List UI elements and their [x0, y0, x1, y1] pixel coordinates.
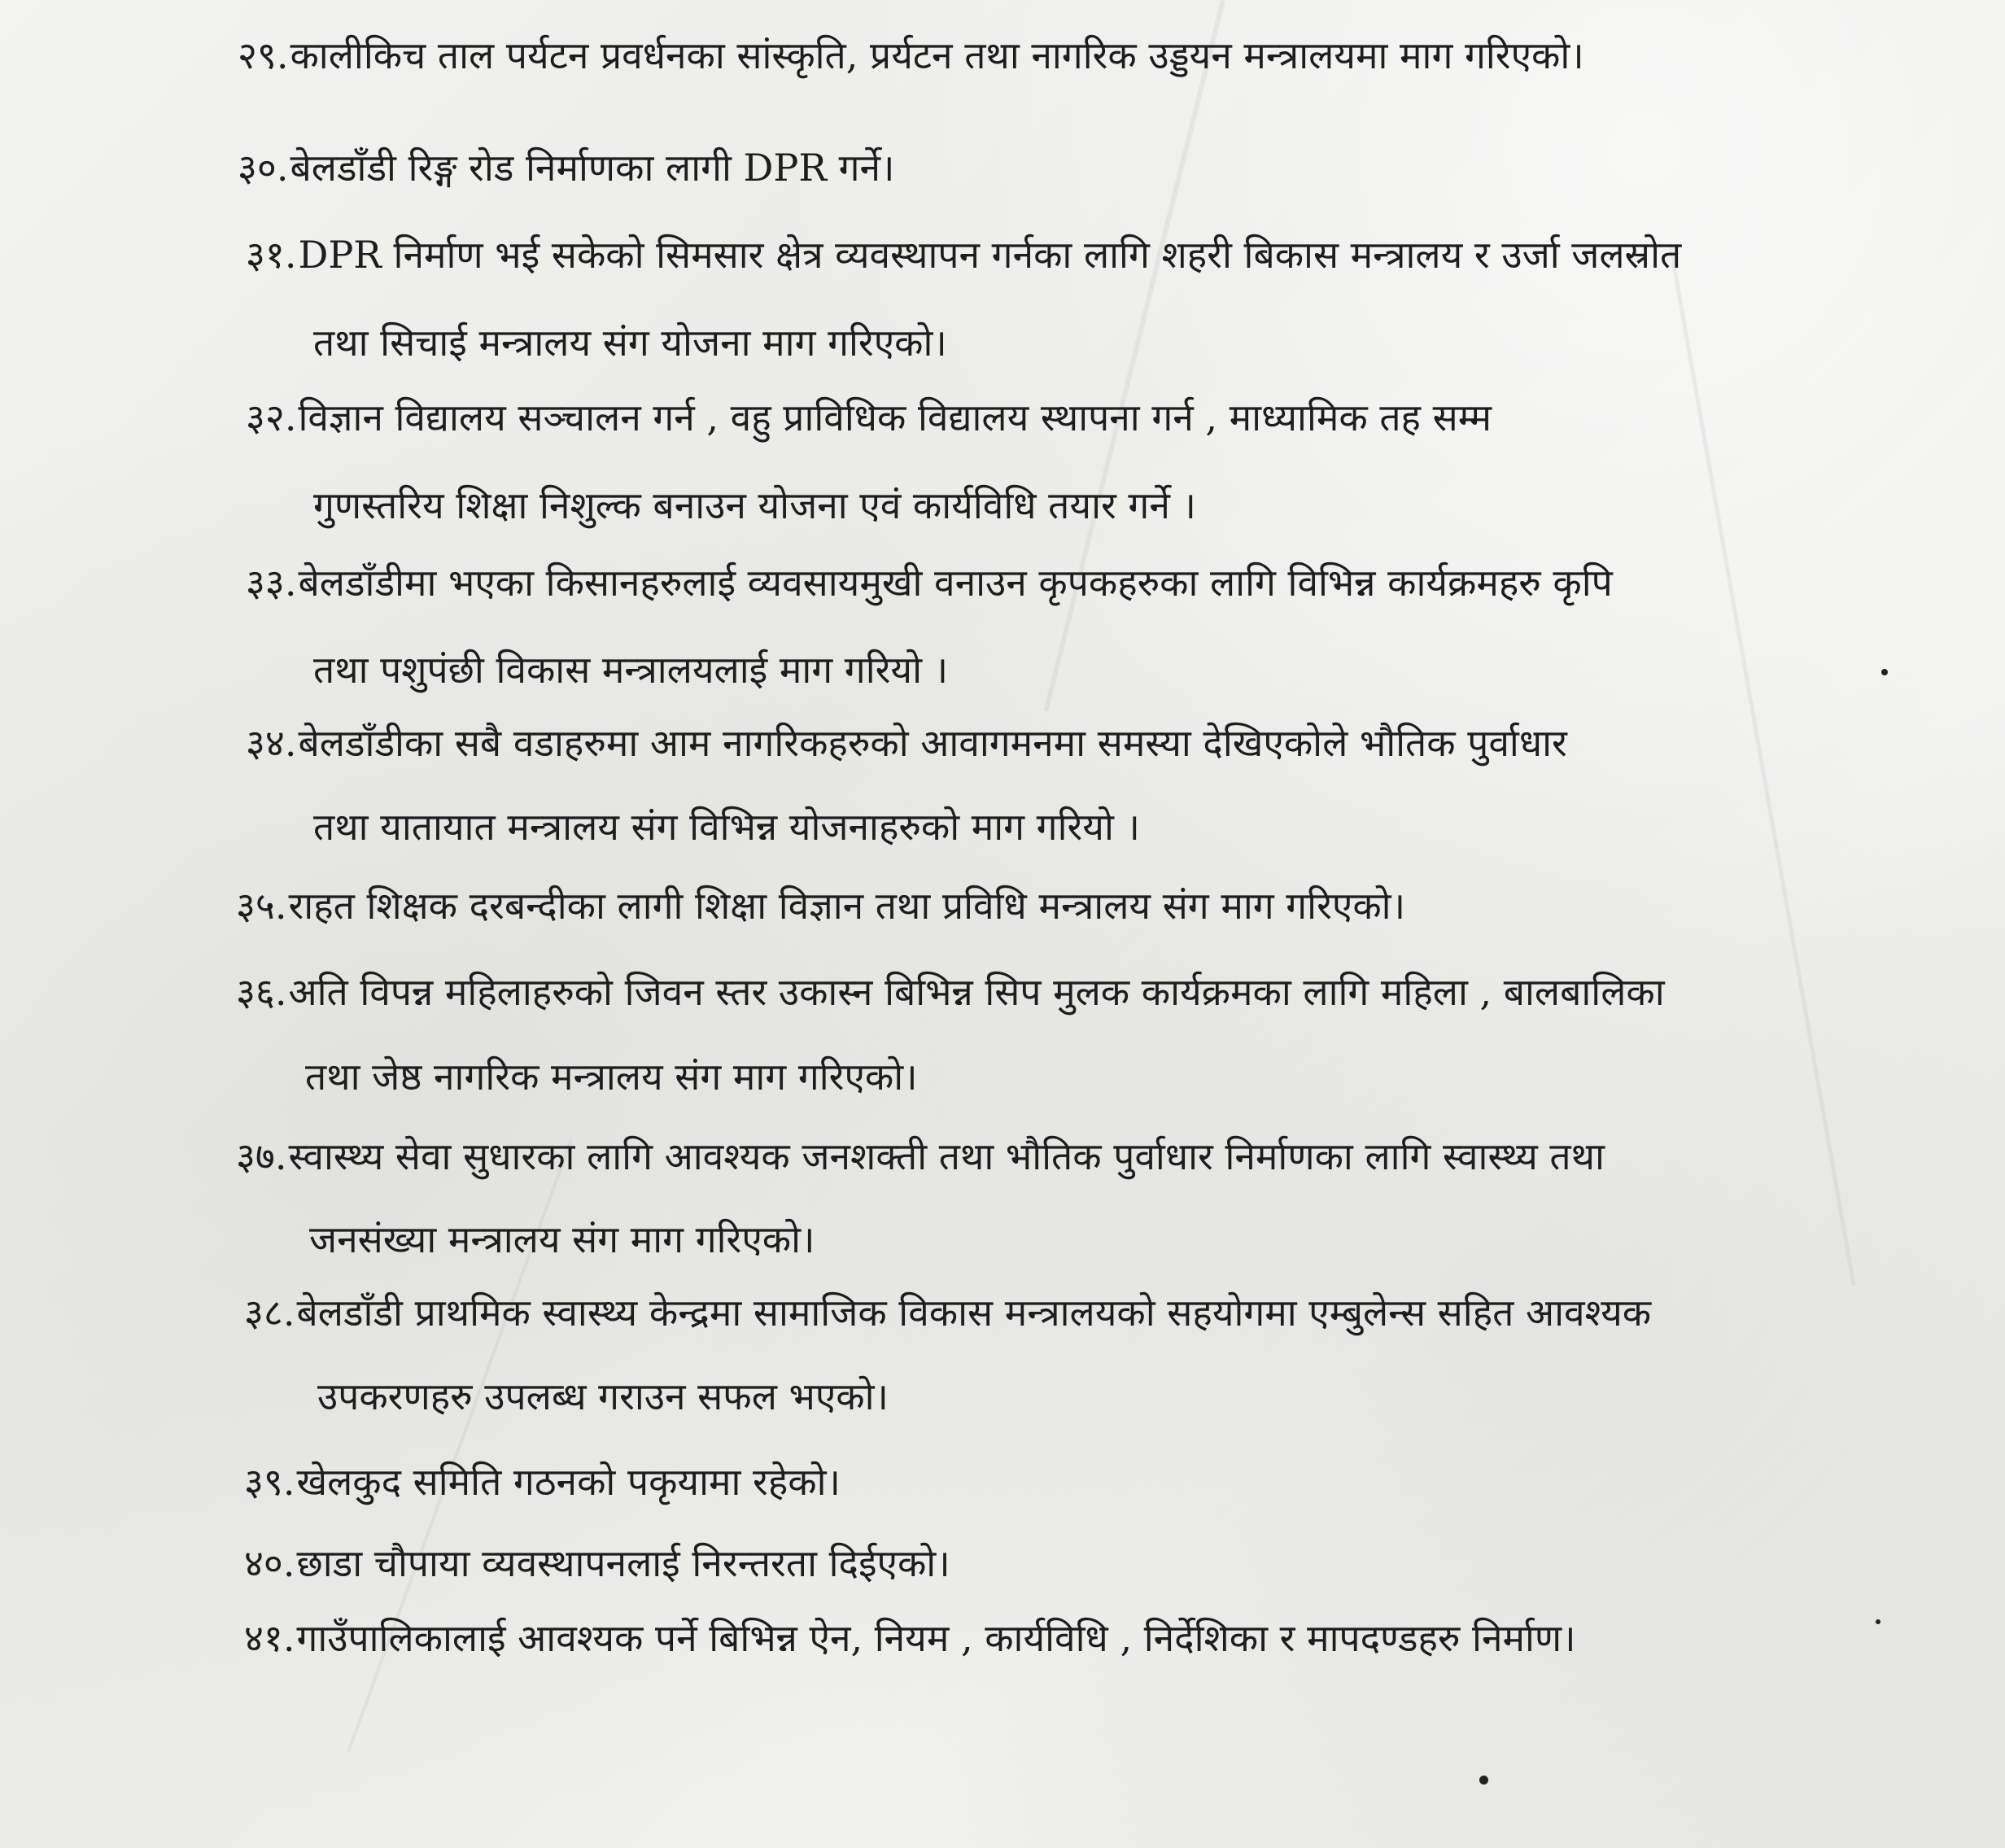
list-item-39 [244, 1460, 841, 1504]
item-text-continued: तथा यातायात मन्त्रालय संग विभिन्न योजनाहरुको माग गरियो । [313, 805, 1140, 849]
item-text: बेलडाँडीमा भएका किसानहरुलाई व्यवसायमुखी वनाउन कृपकहरुका लागि विभिन्न कार्यक्रमहरु कृपि [298, 561, 1613, 605]
item-number: ३०. [238, 146, 289, 190]
list-item-36 [236, 970, 1665, 1014]
item-number: ३३. [246, 561, 297, 605]
list-item-33 [246, 561, 1613, 605]
item-text: स्वास्थ्य सेवा सुधारका लागि आवश्यक जनशक्ती तथा भौतिक पुर्वाधार निर्माणका लागि स्वास्थ्य तथा [288, 1134, 1605, 1178]
item-number: ३६. [236, 970, 287, 1014]
item-number: ३५. [236, 884, 287, 928]
list-item-37 [236, 1134, 1605, 1178]
item-number: ३२. [246, 395, 297, 439]
item-text-continued: गुणस्तरिय शिक्षा निशुल्क बनाउन योजना एवं कार्यविधि तयार गर्ने । [313, 483, 1196, 527]
list-item-30 [238, 146, 895, 190]
item-number: ३९. [244, 1460, 295, 1504]
item-text: विज्ञान विद्यालय सञ्चालन गर्न , वहु प्राविधिक विद्यालय स्थापना गर्न , माध्यामिक तह सम्म [298, 395, 1492, 439]
list-item-38 [244, 1291, 1652, 1335]
paper-crease [1668, 243, 1856, 1286]
list-item-29 [238, 33, 1584, 77]
item-number: ३१. [246, 233, 297, 277]
item-text: बेलडाँडीका सबै वडाहरुमा आम नागरिकहरुको आवागमनमा समस्या देखिएकोले भौतिक पुर्वाधार [298, 721, 1567, 765]
item-text-continued: तथा जेष्ठ नागरिक मन्त्रालय संग माग गरिएको। [305, 1055, 918, 1099]
item-text-continued: तथा सिचाई मन्त्रालय संग योजना माग गरिएको। [313, 321, 947, 365]
ink-speck [1479, 1776, 1488, 1785]
item-number: ४०. [244, 1541, 295, 1585]
ink-speck [1876, 1619, 1881, 1624]
item-text: अति विपन्न महिलाहरुको जिवन स्तर उकास्न बिभिन्न सिप मुलक कार्यक्रमका लागि महिला , बालबालिका [288, 970, 1665, 1014]
list-item-32 [246, 395, 1492, 439]
item-text: बेलडाँडी रिङ्ग रोड निर्माणका लागी DPR गर्ने। [290, 146, 895, 190]
ink-speck [1881, 669, 1888, 675]
item-number: ३४. [246, 721, 297, 765]
paper-crease [1043, 0, 1225, 712]
item-text-continued: उपकरणहरु उपलब्ध गराउन सफल भएको। [317, 1374, 889, 1418]
item-text: राहत शिक्षक दरबन्दीका लागी शिक्षा विज्ञान तथा प्रविधि मन्त्रालय संग माग गरिएको। [288, 884, 1405, 928]
item-number: ४१. [244, 1616, 295, 1660]
item-text: खेलकुद समिति गठनको पकृयामा रहेको। [296, 1460, 841, 1504]
list-item-41 [244, 1616, 1576, 1660]
item-text: DPR निर्माण भई सकेको सिमसार क्षेत्र व्यवस्थापन गर्नका लागि शहरी बिकास मन्त्रालय र उर्जा जलस्रोत [298, 233, 1682, 277]
item-text: बेलडाँडी प्राथमिक स्वास्थ्य केन्द्रमा सामाजिक विकास मन्त्रालयको सहयोगमा एम्बुलेन्स सहित आवश्यक [296, 1291, 1652, 1335]
item-text: कालीकिच ताल पर्यटन प्रवर्धनका सांस्कृति, प्रर्यटन तथा नागरिक उड्डयन मन्त्रालयमा माग गरिएको। [290, 33, 1584, 77]
item-text: छाडा चौपाया व्यवस्थापनलाई निरन्तरता दिईएको। [296, 1541, 950, 1585]
item-text-continued: जनसंख्या मन्त्रालय संग माग गरिएको। [309, 1217, 815, 1261]
list-item-35 [236, 884, 1405, 928]
list-item-34 [246, 721, 1567, 765]
item-number: २९. [238, 33, 289, 77]
item-number: ३८. [244, 1291, 295, 1335]
item-text-continued: तथा पशुपंछी विकास मन्त्रालयलाई माग गरियो । [313, 648, 949, 692]
list-item-40 [244, 1541, 950, 1585]
item-text: गाउँपालिकालाई आवश्यक पर्ने बिभिन्न ऐन, नियम , कार्यविधि , निर्देशिका र मापदण्डहरु निर्माण। [296, 1616, 1576, 1660]
list-item-31 [246, 233, 1682, 277]
item-number: ३७. [236, 1134, 287, 1178]
